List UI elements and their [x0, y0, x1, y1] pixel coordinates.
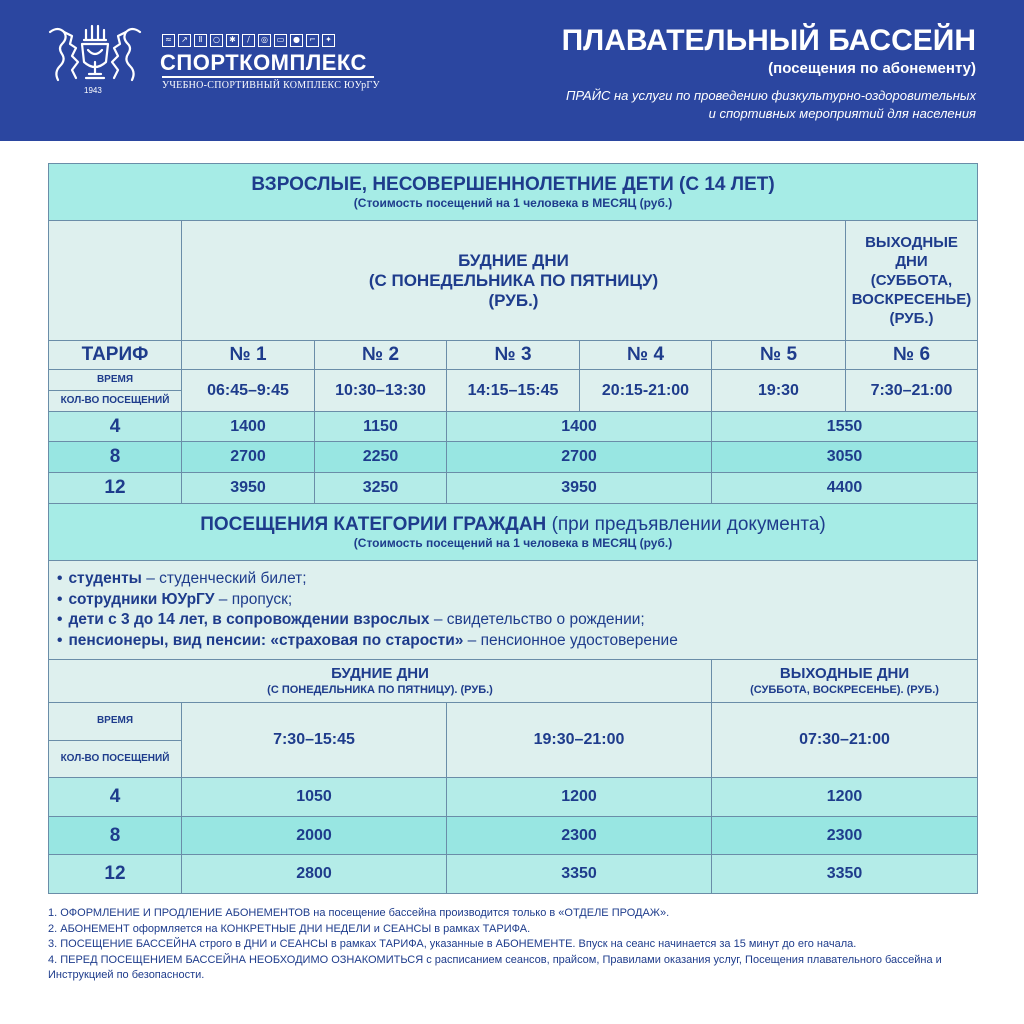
visit-count: 12	[49, 473, 182, 504]
tariff-2: № 2	[315, 341, 447, 370]
price-cell: 2250	[315, 442, 447, 473]
price-cell: 1050	[182, 778, 447, 817]
section2-weekend-header	[712, 660, 978, 703]
weekdays-line1: БУДНИЕ ДНИ	[458, 250, 569, 270]
weekdays-line2: (С ПОНЕДЕЛЬНИКА ПО ПЯТНИЦУ)	[368, 270, 659, 290]
stadium-icon: ▭	[274, 34, 287, 47]
table-row	[49, 442, 978, 473]
swimming-icon: ≈	[162, 34, 175, 47]
price-cell: 3950	[447, 473, 712, 504]
price-cell: 3050	[712, 442, 978, 473]
count-label: КОЛ-ВО ПОСЕЩЕНИЙ	[49, 390, 181, 411]
price-cell: 4400	[712, 473, 978, 504]
time-3: 14:15–15:45	[447, 370, 580, 412]
category-name: сотрудники ЮУрГУ	[68, 590, 215, 608]
university-crest-icon	[44, 22, 146, 92]
time-row	[49, 370, 978, 412]
category-doc: – свидетельство о рождении;	[429, 611, 645, 628]
category-doc: – студенческий билет;	[141, 570, 307, 587]
footnote-item: 4. ПЕРЕД ПОСЕЩЕНИЕМ БАССЕЙНА НЕОБХОДИМО ОЗНАКОМИТЬСЯ с расписанием сеансов, прайсом, Правилами оказания услуг, Посещения плавательного бассейна и Инструкцией по безопасности.	[48, 953, 942, 981]
table-row	[49, 855, 978, 894]
section2-weekdays-sub: (С ПОНЕДЕЛЬНИКА ПО ПЯТНИЦУ). (РУБ.)	[267, 684, 493, 696]
list-item	[57, 610, 969, 631]
category-name: дети с 3 до 14 лет, в сопровождении взрослых	[68, 611, 430, 628]
price-table	[48, 163, 978, 894]
list-item	[57, 631, 969, 652]
section2-header-row	[49, 504, 978, 561]
section2-time-2: 19:30–21:00	[447, 703, 712, 778]
section1-days-row	[49, 221, 978, 341]
bullet-icon: •	[57, 611, 63, 628]
bullet-icon: •	[57, 570, 63, 587]
list-item	[57, 569, 969, 590]
section1-header	[49, 164, 978, 221]
category-name: студенты	[68, 570, 142, 587]
weekend-line5: (РУБ.)	[889, 310, 934, 327]
section2-time-row	[49, 703, 978, 778]
table-row	[49, 817, 978, 855]
visit-count: 8	[49, 442, 182, 473]
price-note-line2: и спортивных мероприятий для населения	[708, 106, 976, 121]
page-title: ПЛАВАТЕЛЬНЫЙ БАССЕЙН	[561, 24, 976, 57]
logo-name: СПОРТКОМПЛЕКС	[160, 50, 367, 75]
weekend-line3: (СУББОТА,	[870, 272, 953, 289]
category-doc: – пропуск;	[214, 590, 293, 608]
page-subtitle: (посещения по абонементу)	[768, 60, 976, 77]
footnote-item: 3. ПОСЕЩЕНИЕ БАССЕЙНА строго в ДНИ и СЕАНСЫ в рамках ТАРИФА, указанные в АБОНЕМЕНТЕ. Впуск на сеанс начинается за 15 минут до его начала.	[48, 938, 857, 950]
price-cell: 2300	[447, 817, 712, 855]
price-cell: 1200	[712, 778, 978, 817]
tariff-3: № 3	[447, 341, 580, 370]
visit-count: 4	[49, 778, 182, 817]
tarif-label: ТАРИФ	[49, 341, 182, 370]
price-cell: 1150	[315, 412, 447, 442]
section2-title	[49, 514, 977, 536]
tennis-icon: ○	[210, 34, 223, 47]
categories-row	[49, 561, 978, 660]
count-label: КОЛ-ВО ПОСЕЩЕНИЙ	[49, 740, 181, 778]
ski-icon: /	[242, 34, 255, 47]
weekdays-line3: (РУБ.)	[488, 290, 539, 310]
visit-count: 4	[49, 412, 182, 442]
bullet-icon: •	[57, 631, 63, 649]
bullet-icon: •	[57, 590, 63, 608]
section1-header-row	[49, 164, 978, 221]
section1-empty-cell	[49, 221, 182, 341]
logo-divider	[162, 76, 374, 78]
price-cell: 3350	[712, 855, 978, 894]
medal-icon: ✦	[322, 34, 335, 47]
footnote-item: 1. ОФОРМЛЕНИЕ И ПРОДЛЕНИЕ АБОНЕМЕНТОВ на посещение бассейна производится только в «ОТДЕЛЕ ПРОДАЖ».	[48, 907, 670, 919]
time-2: 10:30–13:30	[315, 370, 447, 412]
price-cell: 3950	[182, 473, 315, 504]
category-name: пенсионеры, вид пенсии: «страховая по старости»	[68, 631, 464, 649]
section1-subtitle: (Стоимость посещений на 1 человека в МЕСЯЦ (руб.)	[353, 196, 673, 210]
time-1: 06:45–9:45	[182, 370, 315, 412]
section2-time-3: 07:30–21:00	[712, 703, 978, 778]
section2-time-1: 7:30–15:45	[182, 703, 447, 778]
price-cell: 3250	[315, 473, 447, 504]
skating-icon: ⌐	[306, 34, 319, 47]
tariff-5: № 5	[712, 341, 846, 370]
price-note	[566, 87, 976, 123]
price-cell: 2800	[182, 855, 447, 894]
section2-weekend-title: ВЫХОДНЫЕ ДНИ	[779, 665, 910, 682]
section2-weekdays-title: БУДНИЕ ДНИ	[331, 665, 429, 682]
tariff-row	[49, 341, 978, 370]
logo-subtitle: УЧЕБНО-СПОРТИВНЫЙ КОМПЛЕКС ЮУрГУ	[162, 80, 380, 91]
price-cell: 1550	[712, 412, 978, 442]
section2-subtitle: (Стоимость посещений на 1 человека в МЕСЯЦ (руб.)	[353, 536, 673, 550]
weekend-line2: ДНИ	[895, 253, 928, 270]
logo-year: 1943	[84, 86, 102, 95]
weekend-line4: ВОСКРЕСЕНЬЕ)	[851, 291, 972, 308]
price-cell: 1400	[447, 412, 712, 442]
weights-icon: Ⅱ	[194, 34, 207, 47]
price-cell: 2300	[712, 817, 978, 855]
section2-title-bold: ПОСЕЩЕНИЯ КАТЕГОРИИ ГРАЖДАН	[200, 514, 547, 535]
footnotes	[48, 906, 978, 984]
categories-list	[49, 563, 977, 657]
visit-count: 8	[49, 817, 182, 855]
section2-header	[49, 504, 978, 561]
table-row	[49, 778, 978, 817]
section1-weekdays-header	[182, 221, 846, 341]
time-label: ВРЕМЯ	[96, 374, 134, 385]
categories-cell	[49, 561, 978, 660]
running-icon: ↗	[178, 34, 191, 47]
sport-icons-row	[162, 34, 335, 47]
section1-weekend-header	[846, 221, 978, 341]
time-6: 7:30–21:00	[846, 370, 978, 412]
section2-time-count-label-cell	[49, 703, 182, 778]
page-header	[0, 0, 1024, 141]
price-cell: 1400	[182, 412, 315, 442]
price-cell: 2700	[447, 442, 712, 473]
section2-days-row	[49, 660, 978, 703]
time-5: 19:30	[712, 370, 846, 412]
price-cell: 2700	[182, 442, 315, 473]
cycling-icon: ◎	[258, 34, 271, 47]
table-row	[49, 473, 978, 504]
section2-title-normal: (при предъявлении документа)	[551, 514, 826, 535]
tariff-1: № 1	[182, 341, 315, 370]
tariff-6: № 6	[846, 341, 978, 370]
fitness-icon: ✱	[226, 34, 239, 47]
price-note-line1: ПРАЙС на услуги по проведению физкультурно-оздоровительных	[565, 88, 976, 103]
footnote-item: 2. АБОНЕМЕНТ оформляется на КОНКРЕТНЫЕ ДНИ НЕДЕЛИ и СЕАНСЫ в рамках ТАРИФА.	[48, 922, 531, 935]
time-label: ВРЕМЯ	[96, 715, 134, 727]
price-cell: 3350	[447, 855, 712, 894]
time-count-label-cell	[49, 370, 182, 412]
price-cell: 1200	[447, 778, 712, 817]
section2-weekdays-header	[49, 660, 712, 703]
tariff-4: № 4	[580, 341, 712, 370]
ball-icon: ●	[290, 34, 303, 47]
weekend-line1: ВЫХОДНЫЕ	[865, 234, 958, 251]
visit-count: 12	[49, 855, 182, 894]
section1-title: ВЗРОСЛЫЕ, НЕСОВЕРШЕННОЛЕТНИЕ ДЕТИ (С 14 ЛЕТ)	[251, 174, 775, 195]
price-cell: 2000	[182, 817, 447, 855]
time-4: 20:15-21:00	[580, 370, 712, 412]
category-doc: – пенсионное удостоверение	[463, 631, 678, 649]
list-item	[57, 590, 969, 611]
section2-weekend-sub: (СУББОТА, ВОСКРЕСЕНЬЕ). (РУБ.)	[750, 684, 939, 696]
table-row	[49, 412, 978, 442]
